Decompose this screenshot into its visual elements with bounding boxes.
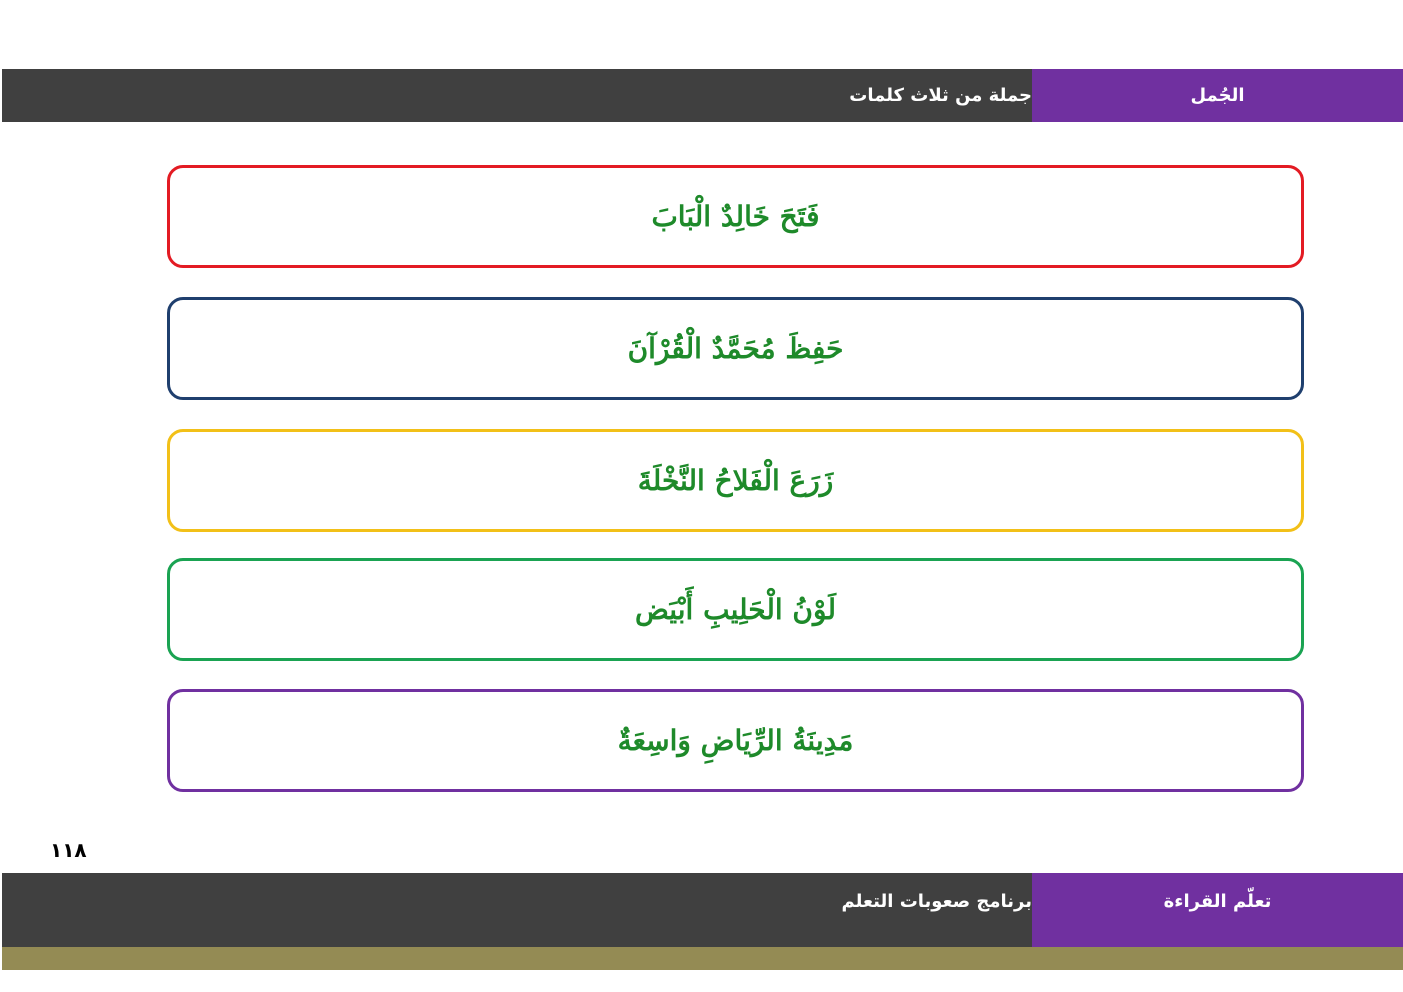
sentence-box-5 <box>167 689 1304 792</box>
footer-bar <box>2 873 1403 947</box>
footer-book-panel <box>1032 873 1403 947</box>
header-subtitle-panel <box>2 69 1032 122</box>
sentence-text-2: حَفِظَ مُحَمَّدٌ الْقُرْآنَ <box>627 332 844 365</box>
page-number: ١١٨ <box>50 838 87 862</box>
header-subtitle: جملة من ثلاث كلمات <box>849 85 1032 106</box>
footer-strip <box>2 947 1403 970</box>
sentence-box-1 <box>167 165 1304 268</box>
sentence-text-1: فَتَحَ خَالِدٌ الْبَابَ <box>651 200 820 233</box>
sentence-text-5: مَدِينَةُ الرِّيَاضِ وَاسِعَةٌ <box>617 724 854 757</box>
sentence-box-3 <box>167 429 1304 532</box>
sentence-box-4 <box>167 558 1304 661</box>
header-bar <box>2 69 1403 122</box>
sentence-text-4: لَوْنُ الْحَلِيبِ أَبْيَض <box>635 593 836 626</box>
sentence-box-2 <box>167 297 1304 400</box>
header-section-panel <box>1032 69 1403 122</box>
sentence-text-3: زَرَعَ الْفَلاحُ النَّخْلَةَ <box>637 464 834 497</box>
footer-book-title: تعلّم القراءة <box>1163 890 1272 912</box>
footer-program-panel <box>2 873 1032 947</box>
footer-program-title: برنامج صعوبات التعلم <box>841 890 1032 912</box>
header-section-title: الجُمل <box>1190 85 1245 106</box>
